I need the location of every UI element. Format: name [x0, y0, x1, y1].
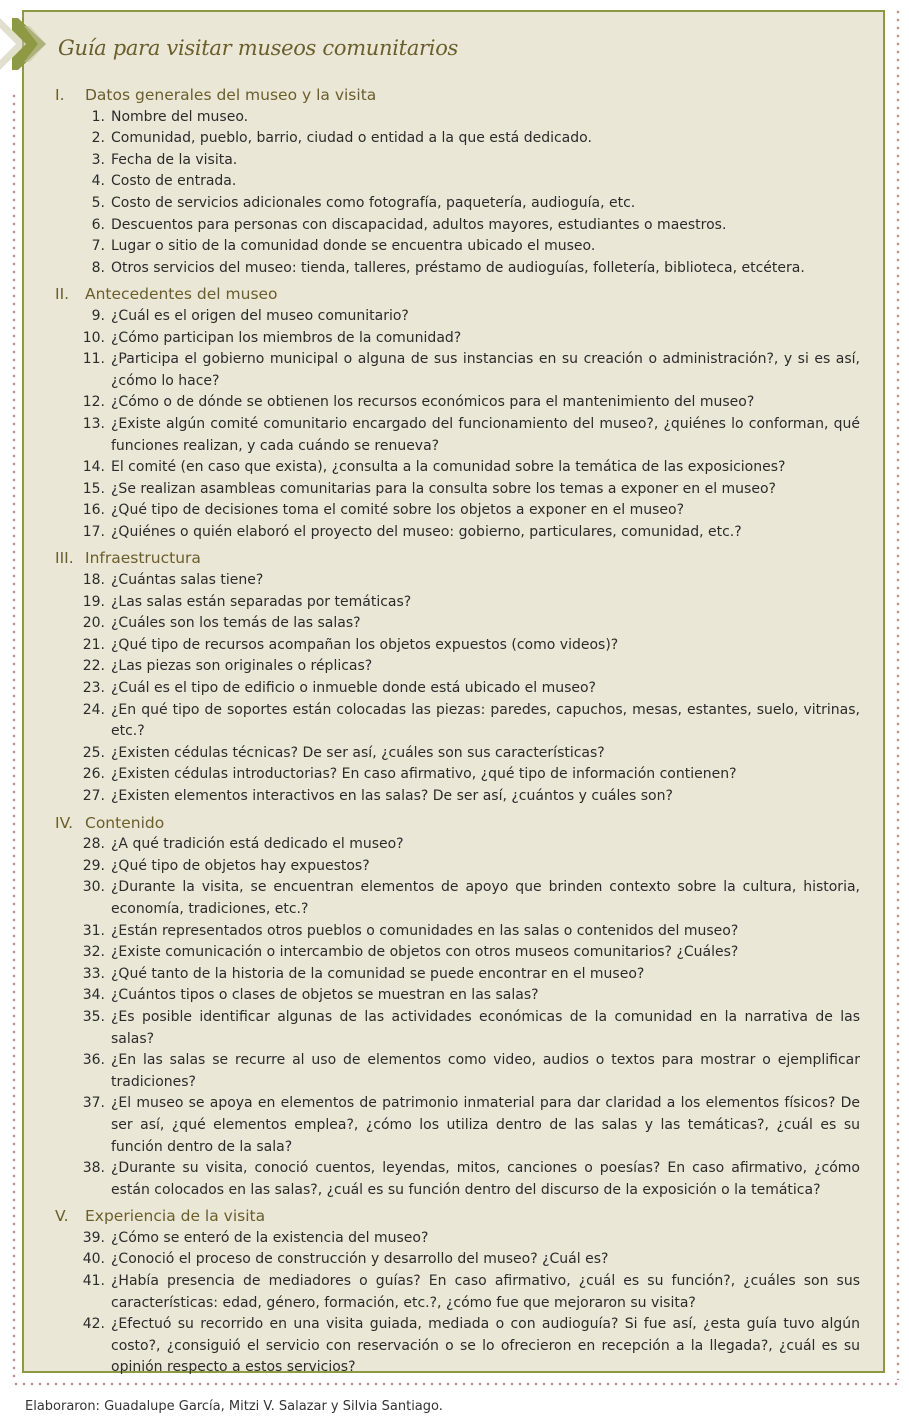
item-number: 40.: [82, 1251, 105, 1268]
section-title: Contenido: [85, 813, 165, 832]
section-title: Experiencia de la visita: [85, 1207, 266, 1226]
list-item: [55, 1228, 860, 1250]
item-number: 7.: [91, 238, 105, 255]
item-text: Lugar o sitio de la comunidad donde se encuentra ubicado el museo.: [111, 238, 596, 255]
item-text: Costo de entrada.: [111, 173, 237, 190]
list-item: [55, 656, 860, 678]
item-text: ¿Qué tipo de recursos acompañan los objetos expuestos (como videos)?: [111, 636, 619, 653]
section-title: Infraestructura: [85, 549, 201, 568]
item-number: 23.: [82, 680, 105, 697]
item-number: 31.: [82, 922, 105, 939]
list-item: [55, 613, 860, 635]
list-item: [55, 392, 860, 414]
item-text: ¿Cómo o de dónde se obtienen los recursos económicos para el mantenimiento del museo?: [111, 394, 755, 411]
item-number: 19.: [82, 593, 105, 610]
list-item: [55, 856, 860, 878]
list-item: [55, 592, 860, 614]
item-number: 16.: [82, 502, 105, 519]
section-title: Datos generales del museo y la visita: [85, 86, 377, 104]
item-text: ¿Existe comunicación o intercambio de objetos con otros museos comunitarios? ¿Cuáles?: [111, 944, 739, 961]
item-number: 17.: [82, 523, 105, 540]
item-text: ¿El museo se apoya en elementos de patrimonio inmaterial para dar claridad a los elementos físicos? De ser así, ¿qué elementos emplea?, ¿cómo los utiliza dentro de las salas y las temáticas?, ¿cuál es su función dentro de la sala?: [111, 1095, 860, 1155]
dotted-border-bottom: [12, 1382, 900, 1386]
section-number: I.: [55, 86, 65, 104]
dotted-border-left: [12, 92, 16, 1382]
item-number: 8.: [91, 259, 105, 276]
list-item: [55, 414, 860, 457]
item-text: ¿Se realizan asambleas comunitarias para la consulta sobre los temas a exponer en el museo?: [111, 480, 776, 497]
item-number: 22.: [82, 658, 105, 675]
item-text: ¿Cuál es el origen del museo comunitario?: [111, 307, 409, 324]
list-item: [55, 764, 860, 786]
item-text: ¿Qué tipo de decisiones toma el comité sobre los objetos a exponer en el museo?: [111, 502, 685, 519]
item-text: ¿Durante la visita, se encuentran elementos de apoyo que brinden contexto sobre la cultura, historia, economía, tradiciones, etc.?: [111, 879, 860, 917]
item-number: 14.: [82, 459, 105, 476]
list-item: [55, 128, 860, 150]
list-item: [55, 107, 860, 129]
list-item: [55, 1007, 860, 1050]
list-item: [55, 457, 860, 479]
item-number: 4.: [91, 173, 105, 190]
item-number: 27.: [82, 788, 105, 804]
list-item: [55, 258, 860, 280]
item-text: ¿Cuántos tipos o clases de objetos se muestran en las salas?: [111, 987, 539, 1004]
item-text: ¿Existen cédulas técnicas? De ser así, ¿cuáles son sus características?: [111, 744, 605, 761]
list-item: [55, 1271, 860, 1314]
item-number: 18.: [82, 572, 105, 589]
item-text: ¿Existe algún comité comunitario encargado del funcionamiento del museo?, ¿quiénes lo conforman, qué funciones realizan, y cada cuándo se renueva?: [111, 415, 860, 454]
list-item: [55, 1158, 860, 1201]
item-number: 6.: [91, 216, 105, 233]
list-item: [55, 328, 860, 350]
item-number: 38.: [82, 1160, 105, 1177]
list-item: [55, 171, 860, 193]
item-number: 24.: [82, 701, 105, 718]
list-item: [55, 349, 860, 392]
item-text: ¿Están representados otros pueblos o comunidades en las salas o contenidos del museo?: [111, 922, 739, 939]
list-item: [55, 236, 860, 258]
item-text: ¿Las piezas son originales o réplicas?: [111, 658, 373, 675]
section-heading: [55, 284, 860, 306]
item-text: Descuentos para personas con discapacidad, adultos mayores, estudiantes o maestros.: [111, 216, 727, 233]
section-number: II.: [55, 285, 70, 304]
item-number: 1.: [91, 108, 105, 125]
item-number: 36.: [82, 1052, 105, 1069]
item-number: 35.: [82, 1008, 105, 1025]
list-item: [55, 635, 860, 657]
credits-footer: Elaboraron: Guadalupe García, Mitzi V. Salazar y Silvia Santiago.: [25, 1399, 443, 1414]
item-text: Otros servicios del museo: tienda, talleres, préstamo de audioguías, folletería, biblioteca, etcétera.: [111, 259, 805, 276]
item-text: ¿En qué tipo de soportes están colocadas las piezas: paredes, capuchos, mesas, estantes, suelo, vitrinas, etc.?: [111, 701, 860, 740]
page-title: Guía para visitar museos comunitarios: [58, 36, 459, 60]
list-item: [55, 306, 860, 328]
item-text: ¿Durante su visita, conoció cuentos, leyendas, mitos, canciones o poesías? En caso afirmativo, ¿cómo están colocados en las salas?, ¿cuál es su función dentro del discurso de la exposición o la temática?: [111, 1160, 860, 1198]
item-text: ¿Participa el gobierno municipal o alguna de sus instancias en su creación o administración?, y si es así, ¿cómo lo hace?: [111, 351, 860, 389]
double-chevron-right-icon: [0, 18, 52, 74]
item-text: ¿En las salas se recurre al uso de elementos como video, audios o textos para mostrar o ejemplificar tradiciones?: [111, 1052, 860, 1090]
item-text: ¿Cuáles son los temás de las salas?: [111, 615, 361, 632]
list-item: [55, 522, 860, 544]
item-number: 2.: [91, 130, 105, 147]
item-text: El comité (en caso que exista), ¿consulta a la comunidad sobre la temática de las exposiciones?: [111, 459, 786, 476]
item-text: ¿Quiénes o quién elaboró el proyecto del museo: gobierno, particulares, comunidad, etc.?: [111, 523, 742, 540]
item-number: 37.: [82, 1095, 105, 1112]
item-text: ¿Efectuó su recorrido en una visita guiada, mediada o con audioguía? Si fue así, ¿esta guía tuvo algún costo?, ¿consiguió el servicio con reservación o se lo ofrecieron en recepción a la llegada?, ¿cuál es su opinión respecto a estos servicios?: [111, 1316, 860, 1376]
item-number: 11.: [82, 351, 105, 368]
item-text: Comunidad, pueblo, barrio, ciudad o entidad a la que está dedicado.: [111, 130, 592, 147]
item-text: ¿Es posible identificar algunas de las actividades económicas de la comunidad en la narrativa de las salas?: [111, 1008, 860, 1047]
section-heading: [55, 1206, 860, 1228]
item-number: 3.: [91, 151, 105, 168]
item-number: 32.: [82, 944, 105, 961]
list-item: [55, 942, 860, 964]
item-number: 25.: [82, 744, 105, 761]
list-item: [55, 834, 860, 856]
item-number: 30.: [82, 879, 105, 896]
item-number: 12.: [82, 394, 105, 411]
list-item: [55, 877, 860, 920]
list-item: [55, 786, 860, 808]
item-text: ¿Había presencia de mediadores o guías? En caso afirmativo, ¿cuál es su función?, ¿cuáles son sus características: edad, género, formación, etc.?, ¿cómo fue que mejoraron su visita?: [111, 1273, 860, 1311]
list-item: [55, 215, 860, 237]
list-item: [55, 921, 860, 943]
list-item: [55, 193, 860, 215]
section-title: Antecedentes del museo: [85, 285, 278, 304]
item-text: Nombre del museo.: [111, 108, 249, 125]
item-text: ¿Cómo participan los miembros de la comunidad?: [111, 329, 462, 346]
list-item: [55, 743, 860, 765]
item-text: ¿Cuántas salas tiene?: [111, 572, 264, 589]
list-item: [55, 985, 860, 1007]
list-item: [55, 678, 860, 700]
section-heading: [55, 548, 860, 570]
list-item: [55, 1314, 860, 1379]
dotted-border-right: [896, 8, 900, 1380]
item-text: ¿Existen cédulas introductorias? En caso afirmativo, ¿qué tipo de información contienen?: [111, 766, 737, 783]
item-number: 42.: [82, 1316, 105, 1333]
item-number: 5.: [91, 194, 105, 211]
item-text: Costo de servicios adicionales como fotografía, paquetería, audioguía, etc.: [111, 194, 636, 211]
item-text: ¿Existen elementos interactivos en las salas? De ser así, ¿cuántos y cuáles son?: [111, 788, 673, 804]
item-number: 21.: [82, 636, 105, 653]
item-number: 13.: [82, 415, 105, 432]
section-heading: [55, 85, 860, 107]
item-number: 41.: [82, 1273, 105, 1290]
list-item: [55, 1093, 860, 1158]
guide-content: [55, 85, 860, 1379]
item-number: 34.: [82, 987, 105, 1004]
item-text: ¿Qué tipo de objetos hay expuestos?: [111, 857, 370, 874]
item-number: 10.: [82, 329, 105, 346]
item-number: 28.: [82, 836, 105, 853]
list-item: [55, 1050, 860, 1093]
list-item: [55, 150, 860, 172]
list-item: [55, 479, 860, 501]
item-text: ¿Cómo se enteró de la existencia del museo?: [111, 1229, 429, 1246]
item-text: ¿Las salas están separadas por temáticas?: [111, 593, 412, 610]
item-number: 26.: [82, 766, 105, 783]
section-number: IV.: [55, 813, 74, 832]
list-item: [55, 1249, 860, 1271]
item-text: ¿A qué tradición está dedicado el museo?: [111, 836, 404, 853]
item-number: 9.: [91, 307, 105, 324]
item-text: ¿Conoció el proceso de construcción y desarrollo del museo? ¿Cuál es?: [111, 1251, 609, 1268]
item-text: Fecha de la visita.: [111, 151, 238, 168]
item-number: 20.: [82, 615, 105, 632]
section-number: V.: [55, 1207, 69, 1226]
item-text: ¿Qué tanto de la historia de la comunidad se puede encontrar en el museo?: [111, 965, 645, 982]
list-item: [55, 570, 860, 592]
section-heading: [55, 813, 860, 835]
list-item: [55, 964, 860, 986]
section-number: III.: [55, 549, 74, 568]
list-item: [55, 700, 860, 743]
list-item: [55, 500, 860, 522]
item-number: 29.: [82, 857, 105, 874]
item-text: ¿Cuál es el tipo de edificio o inmueble donde está ubicado el museo?: [111, 680, 596, 697]
item-number: 33.: [82, 965, 105, 982]
item-number: 15.: [82, 480, 105, 497]
item-number: 39.: [82, 1229, 105, 1246]
